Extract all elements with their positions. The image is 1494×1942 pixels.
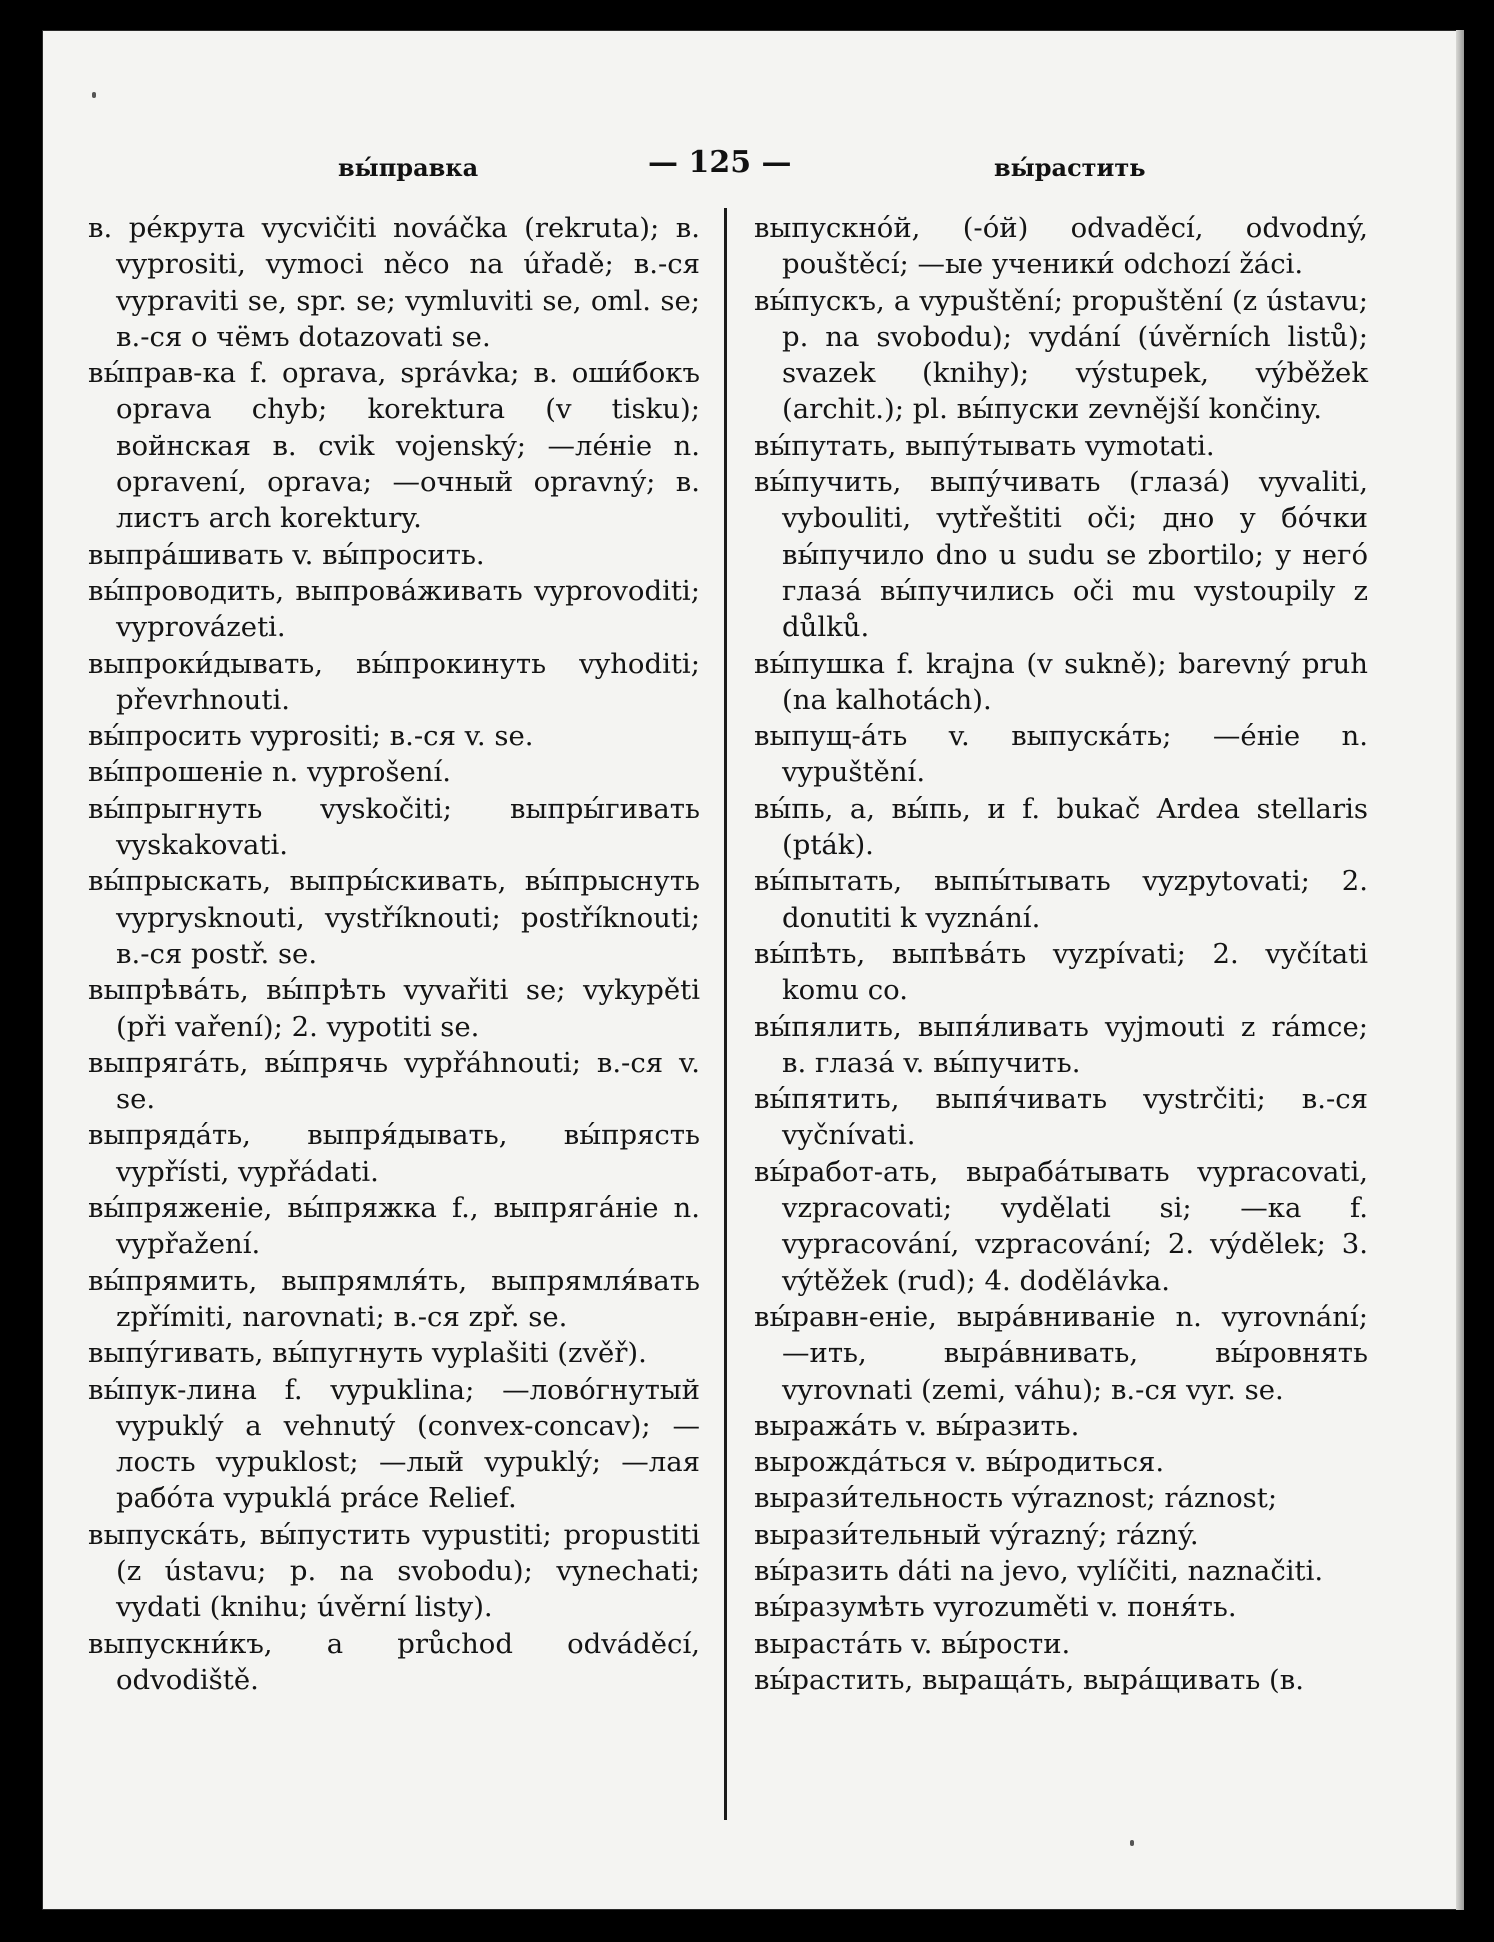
dictionary-entry: вы́проводить, выпрова́живать vyprovoditi; vyprovázeti. [88, 574, 700, 644]
dictionary-entry: вы́путать, выпу́тывать vymotati. [754, 429, 1215, 462]
scan-speck [1130, 1840, 1134, 1846]
running-head [42, 135, 1464, 195]
dictionary-entry: вы́прошеніе n. vyprošení. [88, 756, 452, 789]
dictionary-entry: вы́разить dáti na jevo, vylíčiti, naznačiti. [754, 1554, 1324, 1587]
dictionary-entry: выпряга́ть, вы́прячь vypřáhnouti; в.-ся v. se. [88, 1046, 700, 1116]
dictionary-entry: выпускни́къ, a průchod odváděcí, odvodiště. [88, 1627, 700, 1696]
dictionary-entry: вырожда́ться v. вы́родиться. [754, 1446, 1165, 1479]
dictionary-entry: вырази́тельность výraznost; ráznost; [754, 1482, 1278, 1515]
dictionary-entry: выпряда́ть, выпря́дывать, вы́прясть vypřísti, vypřádati. [88, 1119, 700, 1188]
dictionary-entry: вы́растить, выраща́ть, выра́щивать (в. [754, 1663, 1304, 1696]
left-column [88, 210, 700, 1698]
dictionary-entry: вы́пук-лина f. vypuklina; —лово́гнутый vypuklý a vehnutý (convex-concav); —лость vypuklost; —лый vypuklý; —лая рабо́та vypuklá práce Relief. [88, 1373, 700, 1515]
dictionary-entry: вы́прямить, выпрямля́ть, выпрямля́вать zpřímiti, narovnati; в.-ся zpř. se. [88, 1264, 700, 1333]
dictionary-entry: вы́пѣть, выпѣва́ть vyzpívati; 2. vyčítati komu co. [754, 937, 1368, 1007]
dictionary-entry: вы́работ-ать, выраба́тывать vypracovati, vzpracovati; vydělati si; —ка f. vypracování, vzpracování; 2. výdělek; 3. výtěžek (rud); 4. dodělávka. [754, 1155, 1368, 1297]
dictionary-entry: вы́пялить, выпя́ливать vyjmouti z rámce; в. глаза́ v. вы́пучить. [754, 1010, 1368, 1079]
dictionary-entry: выража́ть v. вы́разить. [754, 1409, 1080, 1442]
dictionary-entry: вы́пь, a, вы́пь, и f. bukač Ardea stellaris (pták). [754, 792, 1368, 862]
dictionary-entry: выпроки́дывать, вы́прокинуть vyhoditi; převrhnouti. [88, 647, 700, 716]
dictionary-entry: вы́пускъ, a vypuštění; propuštění (z ústavu; p. na svobodu); vydání (úvěrních listů); svazek (knihy); výstupek, výběžek (archit.); pl. вы́пуски zevnější končiny. [754, 284, 1368, 426]
dictionary-entry: вы́равн-еніе, выра́вниваніе n. vyrovnání; —ить, выра́внивать, вы́ровнять vyrovnati (zemi, váhu); в.-ся vyr. se. [754, 1300, 1368, 1406]
dictionary-entry: вы́пытать, выпы́тывать vyzpytovati; 2. donutiti k vyznání. [754, 865, 1368, 934]
dictionary-entry: вы́пряженіе, вы́пряжка f., выпряга́ніе n. vypřažení. [88, 1192, 700, 1261]
dictionary-entry: вы́пучить, выпу́чивать (глаза́) vyvaliti, vybouliti, vytřeštiti oči; дно у бо́чки вы́пучило dno u sudu se zbortilo; у него́ глаза́ вы́пучились oči mu vystoupily z důlků. [754, 466, 1368, 644]
dictionary-entry: вы́прыгнуть vyskočiti; выпры́гивать vyskakovati. [88, 792, 700, 862]
dictionary-entry: выпуска́ть, вы́пустить vypustiti; propustiti (z ústavu; p. na svobodu); vynechati; vydati (knihu; úvěrní listy). [88, 1518, 700, 1624]
dictionary-entry: выпра́шивать v. вы́просить. [88, 538, 485, 571]
dictionary-entry: вы́просить vyprositi; в.-ся v. se. [88, 720, 534, 753]
dictionary-entry: выпу́гивать, вы́пугнуть vyplašiti (zvěř). [88, 1337, 647, 1370]
dictionary-entry: вы́разумѣть vyrozuměti v. поня́ть. [754, 1591, 1237, 1624]
page-number: — 125 — [648, 145, 792, 180]
dictionary-entry: выпрѣва́ть, вы́прѣть vyvařiti se; vykypěti (při vaření); 2. vypotiti se. [88, 974, 700, 1043]
dictionary-entry: вы́прыскать, выпры́скивать, вы́прыснуть vyprysknouti, vystříknouti; postříknouti; в.-ся postř. se. [88, 865, 700, 970]
column-divider [724, 208, 727, 1820]
dictionary-entry: вы́пушка f. krajna (v sukně); barevný pruh (na kalhotách). [754, 647, 1368, 716]
page-edge [1456, 30, 1464, 1910]
dictionary-page [42, 30, 1464, 1910]
dictionary-entry: в. ре́крута vycvičiti nováčka (rekruta); в. vyprositi, vymoci něco na úřadě; в.-ся vypraviti se, spr. se; vymluviti se, oml. se; в.-ся о чёмъ dotazovati se. [88, 212, 700, 353]
right-column [754, 210, 1368, 1698]
dictionary-entry: выраста́ть v. вы́рости. [754, 1627, 1071, 1660]
dictionary-entry: выпускно́й, (-о́й) odvaděcí, odvodný, pouštěcí; —ые ученики́ odchozí žáci. [754, 212, 1368, 281]
header-right-guide-word: вы́растить [994, 153, 1146, 182]
scan-speck [92, 92, 96, 98]
dictionary-entry: вы́прав-ка f. oprava, správka; в. оши́бокъ oprava chyb; korektura (v tisku); войнская в. cvik vojenský; —ле́ніе n. opravení, oprava; —очный opravný; в. листъ arch korektury. [88, 357, 700, 535]
dictionary-entry: вырази́тельный výrazný; rázný. [754, 1518, 1199, 1551]
dictionary-entry: вы́пятить, выпя́чивать vystrčiti; в.-ся vyčnívati. [754, 1083, 1368, 1152]
header-left-guide-word: вы́правка [338, 153, 479, 182]
dictionary-entry: выпущ-а́ть v. выпуска́ть; —е́ніе n. vypuštění. [754, 720, 1368, 789]
